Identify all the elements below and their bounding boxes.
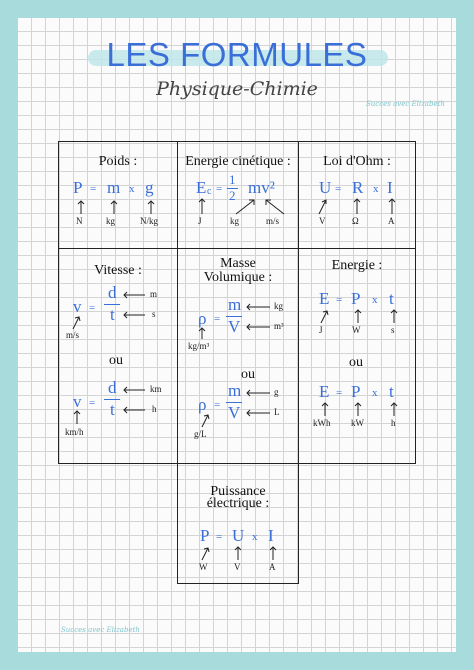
ec-E: E <box>196 178 207 197</box>
ohm-equals: = <box>335 183 342 195</box>
energie-t2: t <box>389 382 394 401</box>
arrow-up-icon <box>147 200 155 214</box>
poids-times: x <box>129 183 135 195</box>
energie-times: x <box>372 294 378 306</box>
puissance-times: x <box>252 531 258 543</box>
arrow-up-right-icon <box>234 198 256 214</box>
arrow-up-icon <box>234 546 242 560</box>
arrow-left-icon <box>123 291 145 299</box>
cell-poids <box>58 141 178 249</box>
arrow-up-icon <box>388 198 396 214</box>
vitesse-t2: t <box>110 400 115 419</box>
poids-m: m <box>107 178 121 197</box>
cell-energie-cinetique <box>177 141 299 249</box>
mv-unit-rho: kg/m³ <box>188 341 210 351</box>
ec-unit-E: J <box>198 216 202 226</box>
mv-unit-rho2: g/L <box>194 429 207 439</box>
puissance-unit-U: V <box>234 562 241 572</box>
signature-bottom: Succes avec Elizabeth <box>61 626 140 634</box>
poids-unit-g: N/kg <box>140 216 158 226</box>
arrow-up-right-icon <box>71 315 81 329</box>
ec-one: 1 <box>229 172 236 187</box>
poids-equals: = <box>90 183 97 195</box>
arrow-left-icon <box>123 386 145 394</box>
mv-unit-V: m³ <box>274 321 284 331</box>
mv-unit-V2: L <box>274 407 280 417</box>
mv-V: V <box>228 317 241 336</box>
page-subtitle: Physique-Chimie <box>156 78 318 100</box>
ec-mv: mv² <box>248 178 275 197</box>
ohm-unit-U: V <box>319 216 326 226</box>
ohm-U: U <box>319 178 332 197</box>
ec-unit-m: kg <box>230 216 239 226</box>
puissance-unit-P: W <box>199 562 208 572</box>
mv-equals-2: = <box>214 399 221 411</box>
vitesse-unit-t: s <box>152 309 156 319</box>
vitesse-unit-t2: h <box>152 404 157 414</box>
energie-ou: ou <box>349 355 363 370</box>
energie-E: E <box>319 289 330 308</box>
vitesse-t: t <box>110 305 115 324</box>
vitesse-title: Vitesse : <box>94 263 142 278</box>
mv-rho2: ρ <box>198 395 207 414</box>
arrow-left-icon <box>246 323 270 331</box>
mv-rho: ρ <box>198 309 207 328</box>
energie-unit-t2: h <box>391 418 396 428</box>
puissance-equals: = <box>216 531 223 543</box>
poids-P: P <box>73 178 83 197</box>
arrow-up-right-icon <box>200 413 210 427</box>
energie-unit-E2: kWh <box>313 418 331 428</box>
arrow-left-icon <box>246 389 270 397</box>
arrow-up-icon <box>77 200 85 214</box>
arrow-up-right-icon <box>319 309 329 323</box>
puissance-P: P <box>200 526 210 545</box>
arrow-left-icon <box>246 303 270 311</box>
arrow-up-icon <box>353 198 361 214</box>
energie-unit-t: s <box>391 325 395 335</box>
vitesse-equals-2: = <box>89 397 96 409</box>
arrow-up-icon <box>390 402 398 416</box>
poids-unit-m: kg <box>106 216 115 226</box>
mv-ou: ou <box>241 367 255 382</box>
ec-c: c <box>207 186 212 197</box>
mv-unit-m: kg <box>274 301 283 311</box>
arrow-left-icon <box>123 311 145 319</box>
cell-loi-ohm <box>298 141 416 249</box>
vitesse-unit-d2: km <box>150 384 162 394</box>
poids-unit-P: N <box>76 216 83 226</box>
arrow-up-icon <box>73 410 81 424</box>
arrow-left-icon <box>123 406 145 414</box>
vitesse-unit-v: m/s <box>66 330 80 340</box>
poids-g: g <box>145 178 154 197</box>
arrow-up-right-icon <box>317 198 327 214</box>
ohm-times: x <box>373 183 379 195</box>
mv-m2: m <box>228 381 242 400</box>
mv-title-line1: Masse <box>220 256 256 271</box>
arrow-up-icon <box>390 309 398 323</box>
energie-unit-P: W <box>352 325 361 335</box>
vitesse-ou: ou <box>109 353 123 368</box>
vitesse-equals: = <box>89 302 96 314</box>
cell-vitesse <box>58 248 178 464</box>
puissance-title-line1: Puissance <box>210 484 266 499</box>
poids-title: Poids : <box>98 154 138 169</box>
energie-P2: P <box>351 382 361 401</box>
energie-t: t <box>389 289 394 308</box>
page-title: LES FORMULES <box>106 36 368 73</box>
arrow-up-icon <box>269 546 277 560</box>
vitesse-v2: v <box>73 392 82 411</box>
ohm-R: R <box>352 178 364 197</box>
arrow-up-icon <box>321 402 329 416</box>
signature-top: Succes avec Elizabeth <box>366 100 445 108</box>
energie-P: P <box>351 289 361 308</box>
arrow-up-icon <box>354 402 362 416</box>
mv-m: m <box>228 295 242 314</box>
energie-equals-2: = <box>336 387 343 399</box>
arrow-up-icon <box>198 198 206 214</box>
ohm-unit-I: A <box>388 216 395 226</box>
puissance-I: I <box>268 526 274 545</box>
ohm-title: Loi d'Ohm : <box>323 154 391 169</box>
energie-title: Energie : <box>331 258 383 273</box>
puissance-unit-I: A <box>269 562 276 572</box>
ohm-I: I <box>387 178 393 197</box>
energie-unit-E: J <box>319 325 323 335</box>
arrow-up-icon <box>198 327 206 339</box>
energie-equals: = <box>336 294 343 306</box>
ec-title: Energie cinétique : <box>185 154 291 169</box>
cell-energie <box>298 248 416 464</box>
arrow-up-left-icon <box>264 198 286 214</box>
vitesse-v: v <box>73 297 82 316</box>
arrow-up-right-icon <box>200 546 210 560</box>
mv-equals: = <box>214 313 221 325</box>
ohm-unit-R: Ω <box>352 216 359 226</box>
vitesse-d: d <box>108 283 117 302</box>
ec-equals: = <box>216 183 223 195</box>
vitesse-d2: d <box>108 378 117 397</box>
vitesse-unit-v2: km/h <box>65 427 84 437</box>
vitesse-unit-d: m <box>150 289 158 299</box>
ec-two: 2 <box>229 188 236 203</box>
energie-unit-P2: kW <box>351 418 364 428</box>
mv-V2: V <box>228 403 241 422</box>
cell-masse-volumique <box>177 248 299 464</box>
ec-unit-v: m/s <box>266 216 280 226</box>
mv-unit-m2: g <box>274 387 279 397</box>
puissance-U: U <box>232 526 245 545</box>
mv-title-line2: Volumique : <box>203 270 273 285</box>
arrow-up-icon <box>110 200 118 214</box>
arrow-up-icon <box>354 309 362 323</box>
energie-times-2: x <box>372 387 378 399</box>
energie-E2: E <box>319 382 330 401</box>
arrow-left-icon <box>246 409 270 417</box>
puissance-title-line2: électrique : <box>206 496 270 511</box>
cell-puissance-electrique <box>177 463 299 584</box>
